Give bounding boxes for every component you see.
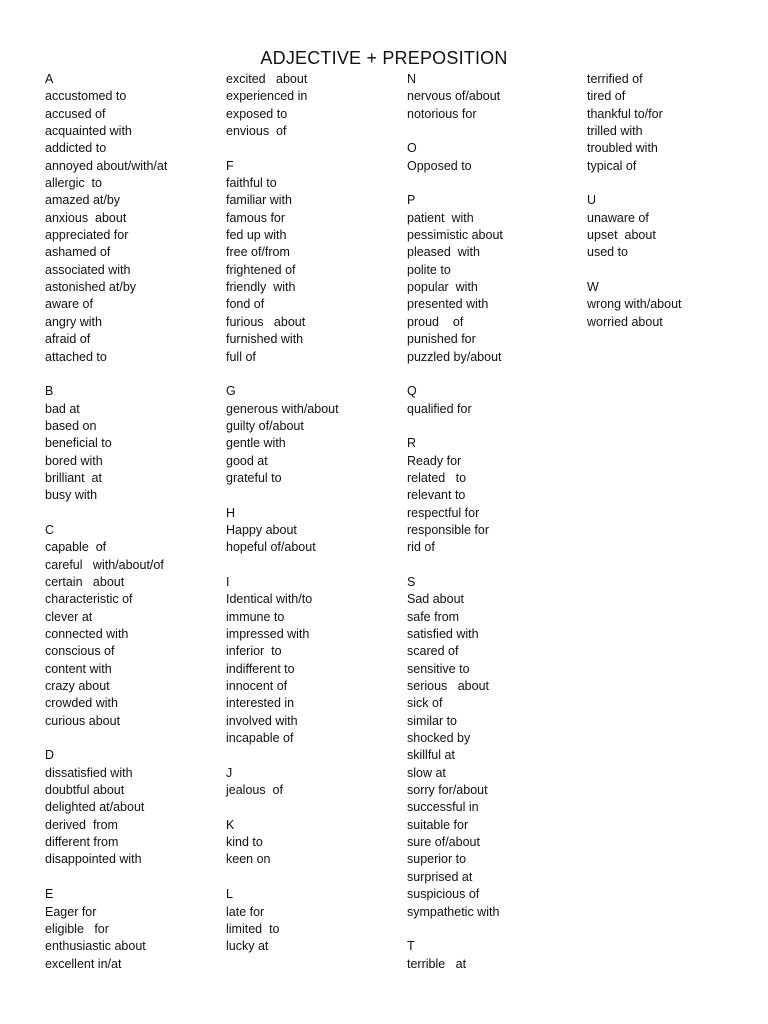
letter-heading: Q [407, 384, 417, 399]
list-item: aware of [45, 297, 93, 312]
list-item: sensitive to [407, 661, 470, 676]
list-item: based on [45, 418, 97, 433]
list-item: lucky at [226, 939, 269, 954]
list-item: furnished with [226, 332, 304, 347]
letter-heading: G [226, 384, 236, 399]
list-item: respectful for [407, 505, 480, 520]
list-item: fed up with [226, 228, 287, 243]
spacer [587, 175, 682, 192]
letter-heading: O [407, 141, 417, 156]
letter-heading: D [45, 748, 55, 763]
spacer [45, 730, 167, 747]
list-item: envious of [226, 124, 287, 139]
list-item: bad at [45, 401, 80, 416]
list-item: puzzled by/about [407, 349, 502, 364]
letter-heading: P [407, 193, 416, 208]
list-item: inferior to [226, 644, 282, 659]
list-item: qualified for [407, 401, 472, 416]
letter-heading: T [407, 939, 415, 954]
letter-heading: B [45, 384, 54, 399]
list-item: busy with [45, 488, 98, 503]
list-item: content with [45, 661, 112, 676]
list-item: brilliant at [45, 470, 102, 485]
list-item: scared of [407, 644, 459, 659]
list-item: Ready for [407, 453, 462, 468]
spacer [407, 557, 503, 574]
list-item: astonished at/by [45, 280, 137, 295]
list-item: clever at [45, 609, 93, 624]
spacer [407, 921, 503, 938]
word-column-4 [587, 71, 682, 331]
spacer [587, 262, 682, 279]
list-item: beneficial to [45, 436, 112, 451]
list-item: skillful at [407, 748, 455, 763]
letter-heading: L [226, 887, 233, 902]
list-item: terrified of [587, 72, 643, 86]
list-item: Sad about [407, 592, 464, 607]
list-item: excellent in/at [45, 956, 122, 971]
list-item: eligible for [45, 921, 109, 936]
list-item: limited to [226, 921, 280, 936]
spacer [407, 418, 503, 435]
list-item: wrong with/about [587, 297, 682, 312]
list-item: notorious for [407, 106, 477, 121]
spacer [226, 747, 339, 764]
list-item: slow at [407, 765, 446, 780]
list-item: impressed with [226, 627, 310, 641]
list-item: frightened of [226, 262, 296, 277]
list-item: conscious of [45, 644, 115, 659]
list-item: doubtful about [45, 783, 125, 798]
letter-heading: A [45, 72, 54, 86]
list-item: responsible for [407, 522, 489, 537]
list-item: suitable for [407, 817, 469, 832]
spacer [407, 123, 503, 140]
spacer [45, 869, 167, 886]
list-item: appreciated for [45, 228, 129, 243]
list-item: successful in [407, 800, 479, 815]
list-item: similar to [407, 713, 458, 728]
list-item: surprised at [407, 869, 473, 884]
letter-heading: C [45, 522, 55, 537]
letter-heading: S [407, 574, 416, 589]
list-item: enthusiastic about [45, 939, 146, 954]
list-item: annoyed about/with/at [45, 158, 168, 173]
list-item: sick of [407, 696, 443, 711]
list-item: nervous of/about [407, 89, 501, 104]
list-item: Identical with/to [226, 592, 313, 607]
list-item: accustomed to [45, 89, 127, 104]
spacer [226, 557, 339, 574]
list-item: allergic to [45, 176, 102, 191]
letter-heading: K [226, 817, 235, 832]
word-column-3 [407, 71, 503, 973]
list-item: different from [45, 835, 119, 850]
list-item: Eager for [45, 904, 97, 919]
list-item: full of [226, 349, 256, 364]
list-item: delighted at/about [45, 800, 145, 815]
letter-heading: I [226, 574, 230, 589]
list-item: safe from [407, 609, 460, 624]
list-item: rid of [407, 540, 435, 555]
letter-heading: J [226, 765, 233, 780]
list-item: dissatisfied with [45, 765, 133, 780]
list-item: popular with [407, 280, 478, 295]
list-item: derived from [45, 817, 118, 832]
list-item: patient with [407, 210, 474, 225]
list-item: sure of/about [407, 835, 480, 850]
spacer [226, 366, 339, 383]
list-item: typical of [587, 158, 637, 173]
list-item: kind to [226, 835, 263, 850]
list-item: friendly with [226, 280, 296, 295]
list-item: curious about [45, 713, 121, 728]
list-item: certain about [45, 574, 125, 589]
list-item: upset about [587, 228, 656, 243]
list-item: related to [407, 470, 467, 485]
list-item: immune to [226, 609, 285, 624]
list-item: bored with [45, 453, 103, 468]
spacer [226, 799, 339, 816]
list-item: innocent of [226, 679, 288, 694]
list-item: addicted to [45, 141, 107, 156]
list-item: interested in [226, 696, 295, 711]
list-item: used to [587, 245, 629, 260]
letter-heading: F [226, 158, 234, 173]
spacer [407, 366, 503, 383]
word-column-1 [45, 71, 167, 973]
list-item: suspicious of [407, 887, 480, 902]
list-item: terrible at [407, 956, 467, 971]
list-item: generous with/about [226, 401, 339, 416]
list-item: pleased with [407, 245, 480, 260]
list-item: unaware of [587, 210, 649, 225]
list-item: superior to [407, 852, 467, 867]
list-item: sorry for/about [407, 783, 488, 798]
list-item: ashamed of [45, 245, 111, 260]
list-item: characteristic of [45, 592, 133, 607]
list-item: sympathetic with [407, 904, 500, 919]
letter-heading: H [226, 505, 236, 520]
letter-heading: W [587, 280, 599, 295]
list-item: grateful to [226, 470, 282, 485]
list-item: thankful to/for [587, 106, 663, 121]
list-item: polite to [407, 262, 451, 277]
list-item: presented with [407, 297, 489, 312]
list-item: crowded with [45, 696, 118, 711]
list-item: careful with/about/of [45, 557, 164, 572]
list-item: pessimistic about [407, 228, 503, 243]
list-item: angry with [45, 314, 102, 329]
list-item: familiar with [226, 193, 292, 208]
list-item: serious about [407, 679, 489, 694]
list-item: shocked by [407, 731, 471, 746]
list-item: guilty of/about [226, 418, 304, 433]
list-item: good at [226, 453, 268, 468]
letter-heading: E [45, 887, 54, 902]
spacer [226, 140, 339, 157]
spacer [226, 869, 339, 886]
spacer [407, 175, 503, 192]
list-item: worried about [587, 314, 663, 329]
list-item: indifferent to [226, 661, 295, 676]
list-item: afraid of [45, 332, 91, 347]
list-item: excited about [226, 72, 308, 86]
list-item: faithful to [226, 176, 277, 191]
list-item: punished for [407, 332, 476, 347]
list-item: incapable of [226, 731, 294, 746]
list-item: famous for [226, 210, 286, 225]
letter-heading: U [587, 193, 597, 208]
list-item: jealous of [226, 783, 283, 798]
list-item: Opposed to [407, 158, 472, 173]
list-item: acquainted with [45, 124, 132, 139]
list-item: proud of [407, 314, 464, 329]
list-item: trilled with [587, 124, 643, 139]
list-item: hopeful of/about [226, 540, 316, 555]
list-item: furious about [226, 314, 306, 329]
letter-heading: N [407, 72, 417, 86]
list-item: capable of [45, 540, 107, 555]
list-item: free of/from [226, 245, 290, 260]
list-item: accused of [45, 106, 106, 121]
list-item: keen on [226, 852, 271, 867]
list-item: disappointed with [45, 852, 142, 867]
list-item: connected with [45, 627, 129, 641]
list-item: experienced in [226, 89, 308, 104]
letter-heading: R [407, 436, 417, 451]
list-item: late for [226, 904, 265, 919]
list-item: fond of [226, 297, 265, 312]
list-item: amazed at/by [45, 193, 121, 208]
list-item: crazy about [45, 679, 110, 694]
page-title: ADJECTIVE + PREPOSITION [260, 48, 508, 68]
spacer [226, 487, 339, 504]
list-item: Happy about [226, 522, 297, 537]
list-item: tired of [587, 89, 626, 104]
list-item: satisfied with [407, 627, 479, 641]
list-item: associated with [45, 262, 131, 277]
list-item: attached to [45, 349, 107, 364]
spacer [45, 505, 167, 522]
list-item: anxious about [45, 210, 127, 225]
list-item: gentle with [226, 436, 286, 451]
list-item: troubled with [587, 141, 658, 156]
list-item: relevant to [407, 488, 466, 503]
list-item: involved with [226, 713, 298, 728]
spacer [45, 366, 167, 383]
list-item: exposed to [226, 106, 288, 121]
word-column-2 [226, 71, 339, 956]
